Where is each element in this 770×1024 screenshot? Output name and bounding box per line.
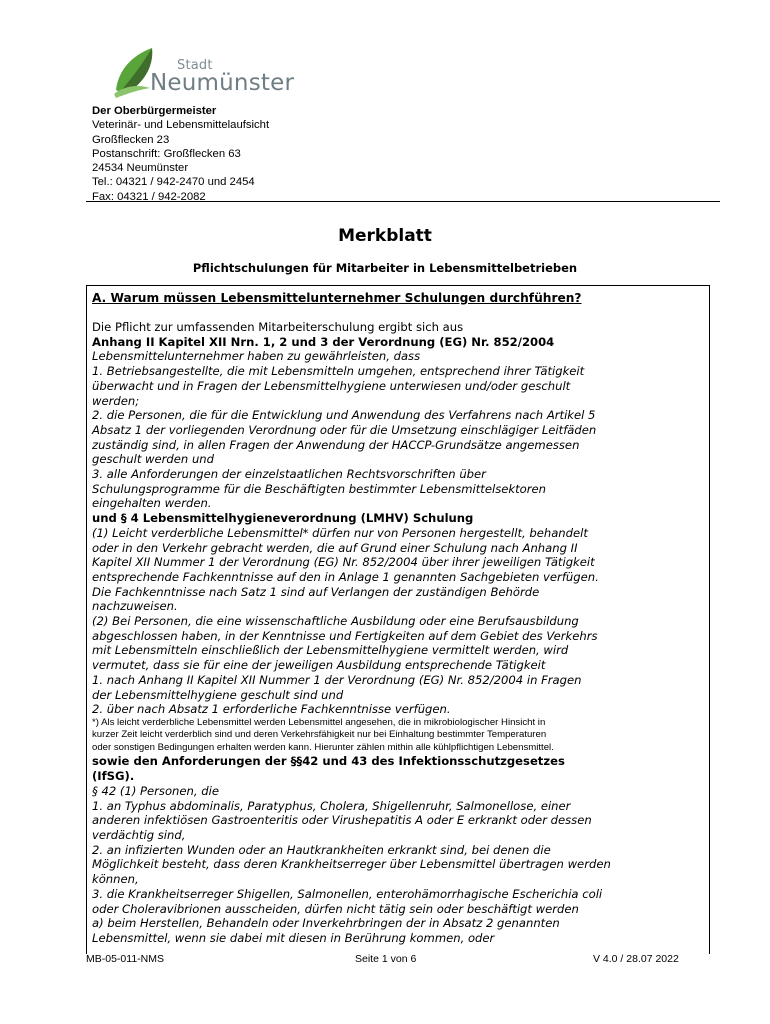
page-subtitle: Pflichtschulungen für Mitarbeiter in Lebensmittelbetrieben — [192, 261, 578, 275]
address-org: Der Oberbürgermeister — [92, 105, 217, 117]
footer-doc-id: MB-05-011-NMS — [86, 953, 164, 965]
body-line: geschult werden und — [92, 452, 215, 467]
footer-page-number: Seite 1 von 6 — [355, 953, 417, 965]
footnote-line: oder sonstigen Bedingungen erhalten werden kann. Hierunter zählen mithin alle kühlpflichtigen Lebensmittel. — [92, 741, 554, 753]
body-line: Anhang II Kapitel XII Nrn. 1, 2 und 3 der Verordnung (EG) Nr. 852/2004 — [92, 334, 555, 349]
address-tel: Tel.: 04321 / 942-2470 und 2454 — [92, 176, 255, 189]
footer-version: V 4.0 / 28.07 2022 — [593, 953, 679, 965]
body-line: entsprechende Fachkenntnisse auf den in Anlage 1 genannten Sachgebieten verfügen. — [92, 569, 599, 584]
body-line: Die Fachkenntnisse nach Satz 1 sind auf Verlangen der zuständigen Behörde — [92, 584, 540, 599]
body-line: sowie den Anforderungen der §§42 und 43 des Infektionsschutzgesetzes — [92, 754, 565, 769]
body-line: zuständig sind, in allen Fragen der Anwendung der HACCP-Grundsätze angemessen — [92, 437, 580, 452]
body-line: der Lebensmittelhygiene geschult sind und — [92, 687, 344, 702]
body-line: Kapitel XII Nummer 1 der Verordnung (EG) Nr. 852/2004 über ihrer jeweiligen Tätigkeit — [92, 555, 595, 570]
body-line: (1) Leicht verderbliche Lebensmittel* dürfen nur von Personen hergestellt, behandelt — [92, 525, 588, 540]
logo-stadt-text: Stadt — [177, 58, 213, 73]
body-line: 3. alle Anforderungen der einzelstaatlichen Rechtsvorschriften über — [92, 467, 486, 482]
address-dept: Veterinär- und Lebensmittelaufsicht — [92, 119, 270, 132]
body-line: anderen infektiösen Gastroenteritis oder Virushepatitis A oder E erkrankt oder dessen — [92, 813, 592, 828]
body-line: 1. nach Anhang II Kapitel XII Nummer 1 der Verordnung (EG) Nr. 852/2004 in Fragen — [92, 672, 582, 687]
body-line: a) beim Herstellen, Behandeln oder Inverkehrbringen der in Absatz 2 genannten — [92, 916, 560, 931]
body-line: (2) Bei Personen, die eine wissenschaftliche Ausbildung oder eine Berufsausbildung — [92, 614, 579, 629]
body-line: mit Lebensmitteln einschließlich der Lebensmittelhygiene vermittelt werden, wird — [92, 643, 569, 658]
body-line: nachzuweisen. — [92, 599, 178, 614]
body-line: Möglichkeit besteht, dass deren Krankheitserreger über Lebensmittel übertragen werden — [92, 857, 611, 872]
body-line: 1. an Typhus abdominalis, Paratyphus, Cholera, Shigellenruhr, Salmonellose, einer — [92, 798, 571, 813]
body-line: 3. die Krankheitserreger Shigellen, Salmonellen, enterohämorrhagische Escherichia coli — [92, 886, 603, 901]
section-a-heading: A. Warum müssen Lebensmittelunternehmer Schulungen durchführen? — [92, 291, 582, 305]
body-line: Schulungsprogramme für die Beschäftigten bestimmter Lebensmittelsektoren — [92, 481, 546, 496]
body-line: 2. die Personen, die für die Entwicklung und Anwendung des Verfahrens nach Artikel 5 — [92, 408, 596, 423]
sender-address — [92, 104, 269, 204]
logo-city-name: Neumünster — [150, 70, 295, 96]
body-line: oder Choleravibrionen ausscheiden, dürfen nicht tätig sein oder beschäftigt werden — [92, 901, 579, 916]
footnote-line: kurzer Zeit leicht verderblich sind und deren Verkehrsfähigkeit nur bei Einhaltung bestimmter Temperaturen — [92, 729, 547, 741]
body-line: vermutet, dass sie für eine der jeweiligen Ausbildung entsprechende Tätigkeit — [92, 658, 546, 673]
body-line: eingehalten werden. — [92, 496, 212, 511]
header-divider — [86, 201, 720, 202]
body-line: oder in den Verkehr gebracht werden, die auf Grund einer Schulung nach Anhang II — [92, 540, 578, 555]
address-street: Großflecken 23 — [92, 133, 170, 146]
body-line: 1. Betriebsangestellte, die mit Lebensmitteln umgehen, entsprechend ihrer Tätigkeit — [92, 364, 585, 379]
body-line: können, — [92, 872, 139, 887]
body-line: (IfSG). — [92, 769, 135, 784]
body-line: Lebensmittel, wenn sie dabei mit diesen in Berührung kommen, oder — [92, 930, 495, 945]
body-line: Lebensmittelunternehmer haben zu gewährleisten, dass — [92, 349, 421, 364]
address-fax: Fax: 04321 / 942-2082 — [92, 190, 206, 203]
body-line: verdächtig sind, — [92, 828, 186, 842]
body-line: § 42 (1) Personen, die — [92, 783, 219, 798]
body-line: 2. über nach Absatz 1 erforderliche Fachkenntnisse verfügen. — [92, 702, 451, 717]
body-line: 2. an infizierten Wunden oder an Hautkrankheiten erkrankt sind, bei denen die — [92, 842, 551, 857]
address-postal: Postanschrift: Großflecken 63 — [92, 147, 241, 160]
section-a-body — [92, 320, 704, 946]
address-city: 24534 Neumünster — [92, 162, 189, 175]
footnote-line: *) Als leicht verderbliche Lebensmittel werden Lebensmittel angesehen, die in mikrobiologischer Hinsicht in — [92, 716, 546, 728]
body-line: Absatz 1 der vorliegenden Verordnung oder für die Umsetzung einschlägiger Leitfäden — [92, 422, 597, 437]
body-line: Die Pflicht zur umfassenden Mitarbeiterschulung ergibt sich aus — [92, 320, 464, 334]
body-line: abgeschlossen haben, in der Kenntnisse und Fertigkeiten auf dem Gebiet des Verkehrs — [92, 628, 598, 643]
body-line: und § 4 Lebensmittelhygieneverordnung (LMHV) Schulung — [92, 511, 474, 526]
body-line: überwacht und in Fragen der Lebensmittelhygiene unterwiesen und/oder geschult — [92, 378, 571, 393]
body-line: werden; — [92, 393, 140, 408]
page-title: Merkblatt — [338, 226, 432, 246]
